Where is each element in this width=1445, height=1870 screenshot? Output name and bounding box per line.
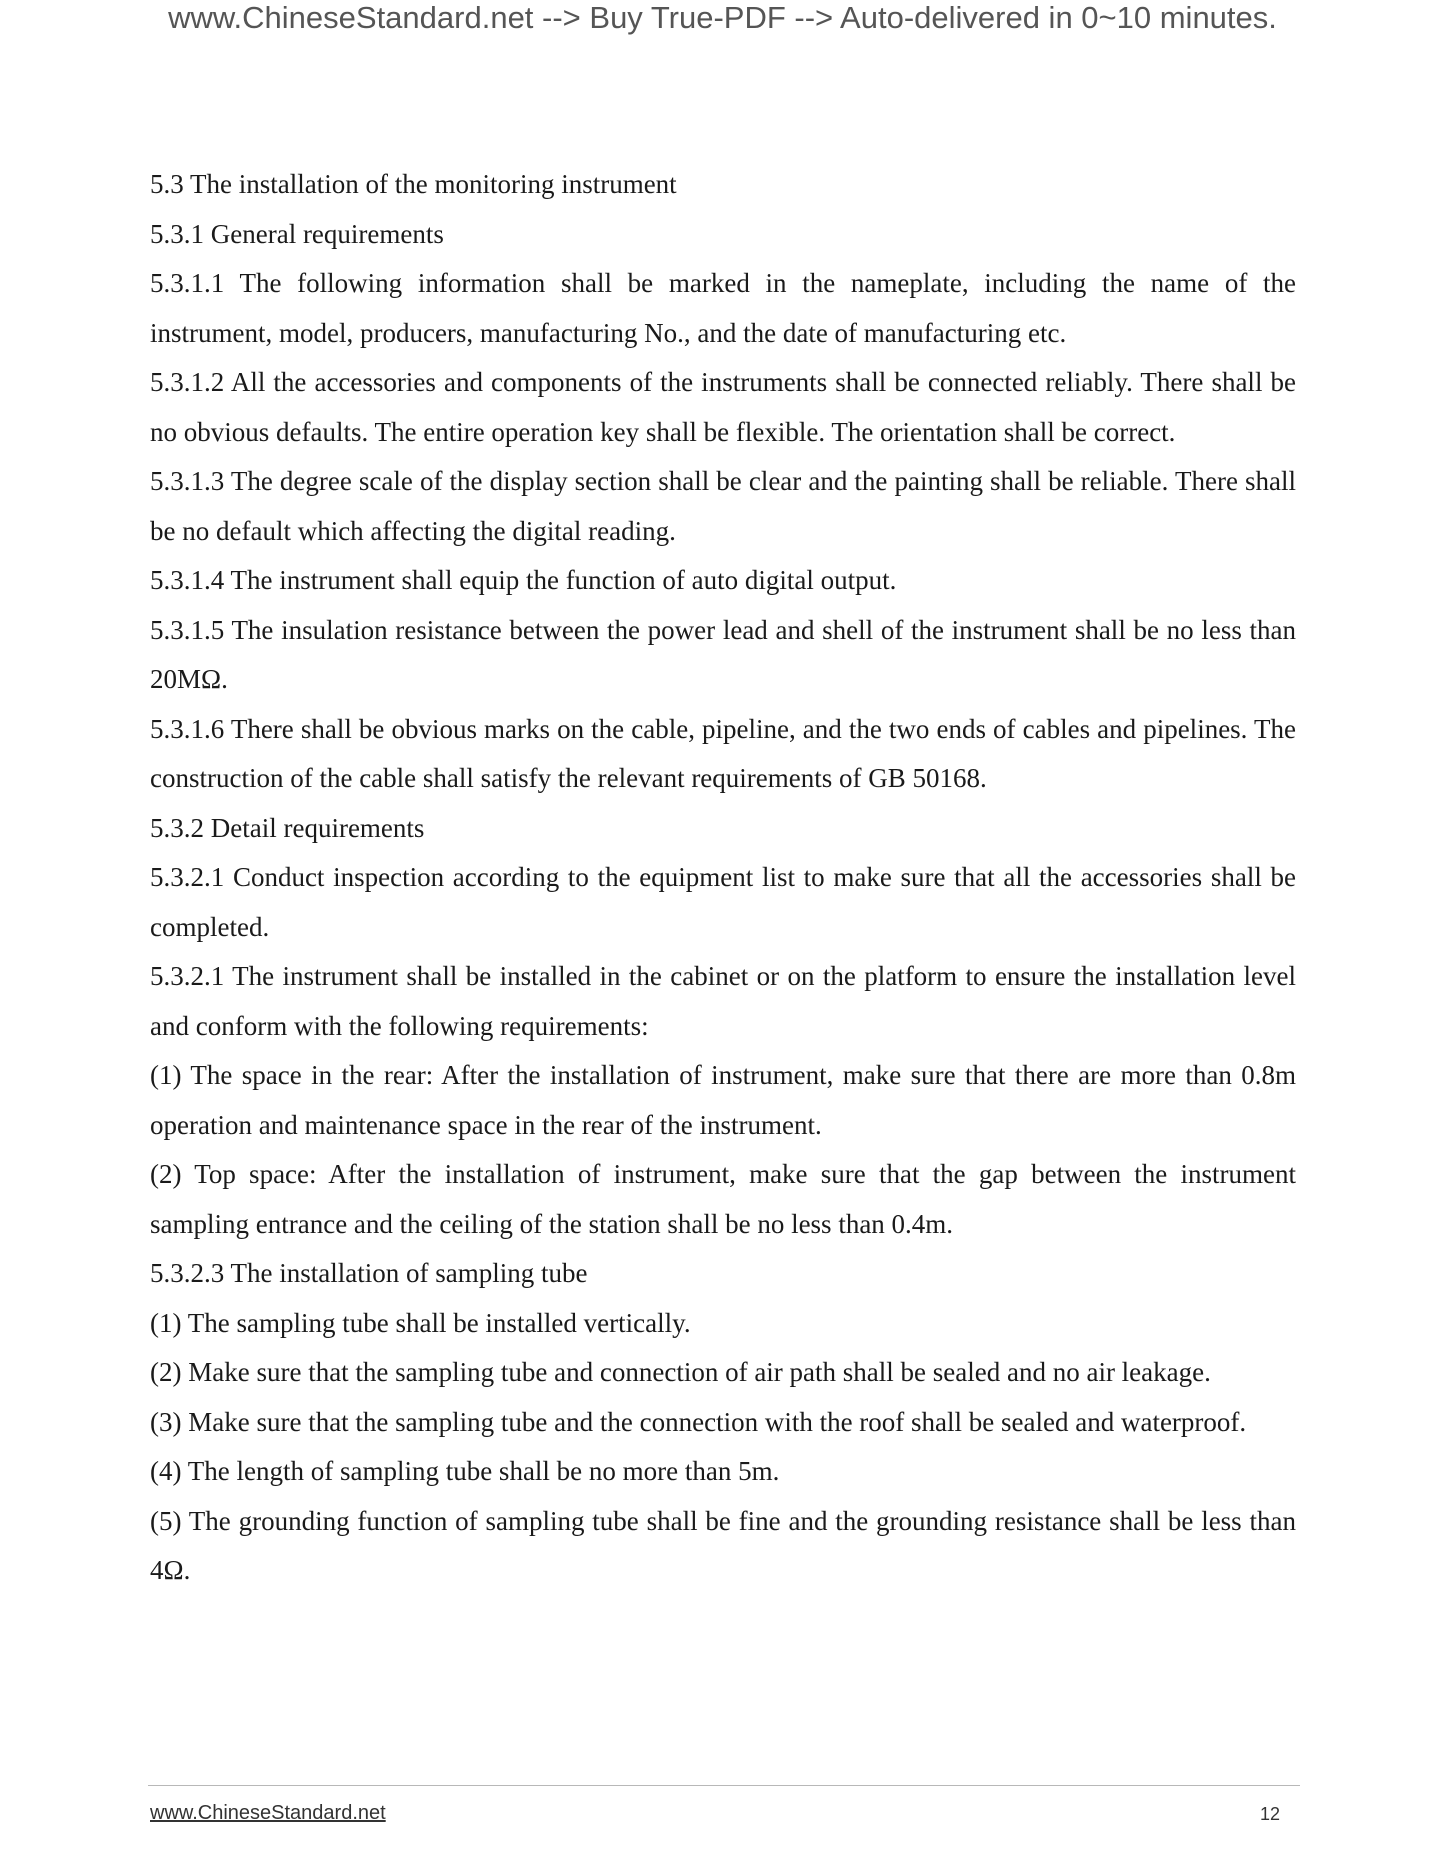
list-item: (3) Make sure that the sampling tube and the connection with the roof shall be sealed and waterproof.: [150, 1406, 1247, 1437]
subsection-heading: 5.3.2 Detail requirements: [150, 812, 425, 843]
top-banner[interactable]: www.ChineseStandard.net --> Buy True-PDF --> Auto-delivered in 0~10 minutes.: [168, 0, 1277, 35]
page-number: 12: [1259, 1804, 1280, 1824]
clause-paragraph: 5.3.1.4 The instrument shall equip the function of auto digital output.: [150, 565, 897, 595]
list-item: (4) The length of sampling tube shall be no more than 5m.: [150, 1456, 780, 1486]
list-item: (1) The sampling tube shall be installed vertically.: [150, 1307, 691, 1338]
list-item: (2) Top space: After the installation of instrument, make sure that the gap between the instrument sampling entrance and the ceiling of the station shall be no less than 0.4m.: [150, 1159, 1296, 1239]
clause-paragraph: 5.3.2.3 The installation of sampling tube: [150, 1258, 588, 1288]
clause-paragraph: 5.3.1.1 The following information shall be marked in the nameplate, including the name of the instrument, model, producers, manufacturing No., and the date of manufacturing etc.: [150, 268, 1296, 348]
footer-divider: [148, 1785, 1300, 1786]
document-body: [150, 160, 1296, 1596]
clause-paragraph: 5.3.1.3 The degree scale of the display section shall be clear and the painting shall be reliable. There shall be no default which affecting the digital reading.: [150, 466, 1296, 546]
list-item: (5) The grounding function of sampling tube shall be fine and the grounding resistance shall be less than 4Ω.: [150, 1505, 1296, 1585]
list-item: (1) The space in the rear: After the installation of instrument, make sure that there are more than 0.8m operation and maintenance space in the rear of the instrument.: [150, 1060, 1296, 1140]
list-item: (2) Make sure that the sampling tube and connection of air path shall be sealed and no air leakage.: [150, 1357, 1211, 1387]
clause-paragraph: 5.3.2.1 The instrument shall be installed in the cabinet or on the platform to ensure the installation level and conform with the following requirements:: [150, 961, 1296, 1041]
clause-paragraph: 5.3.1.6 There shall be obvious marks on the cable, pipeline, and the two ends of cables and pipelines. The construction of the cable shall satisfy the relevant requirements of GB 50168.: [150, 713, 1296, 793]
footer-website-link[interactable]: www.ChineseStandard.net: [150, 1802, 386, 1824]
section-heading: 5.3 The installation of the monitoring instrument: [150, 169, 677, 199]
clause-paragraph: 5.3.1.2 All the accessories and components of the instruments shall be connected reliably. There shall be no obvious defaults. The entire operation key shall be flexible. The orientation shall be correct.: [150, 367, 1296, 447]
clause-paragraph: 5.3.1.5 The insulation resistance between the power lead and shell of the instrument shall be no less than 20MΩ.: [150, 614, 1296, 694]
subsection-heading: 5.3.1 General requirements: [150, 218, 444, 249]
clause-paragraph: 5.3.2.1 Conduct inspection according to the equipment list to make sure that all the accessories shall be completed.: [150, 862, 1296, 942]
